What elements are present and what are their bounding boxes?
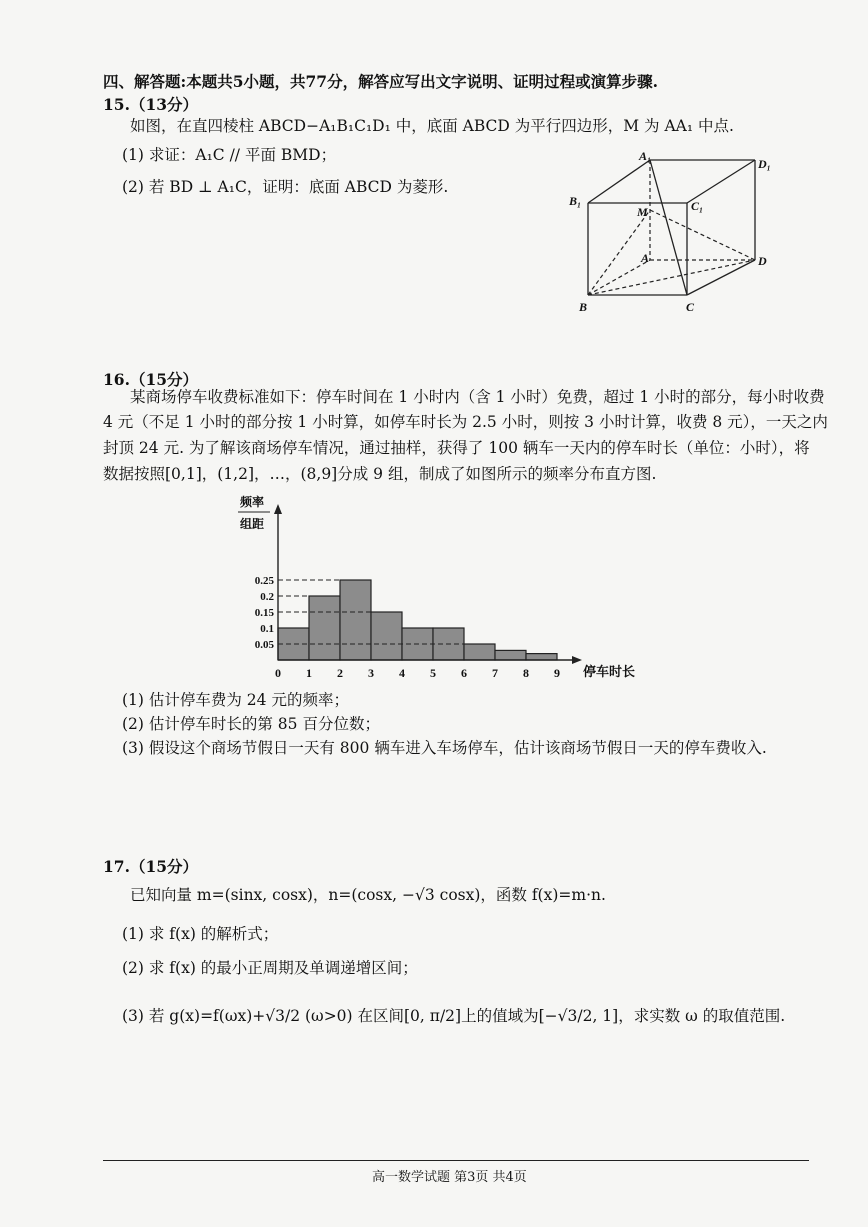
x-tick-label: 9 (554, 666, 560, 680)
q15-stem: 如图，在直四棱柱 ABCD−A₁B₁C₁D₁ 中，底面 ABCD 为平行四边形，M 为 AA₁ 中点. (130, 117, 734, 135)
q16-part1: (1) 估计停车费为 24 元的频率； (122, 691, 349, 709)
q17-part2: (2) 求 f(x) 的最小正周期及单调递增区间； (122, 959, 418, 977)
label-a: A (641, 251, 650, 265)
footer-rule (103, 1160, 809, 1161)
q16-number: 16.（15分） (103, 370, 199, 389)
x-tick-label: 1 (306, 666, 312, 680)
y-tick-label: 0.1 (260, 623, 274, 635)
q15-part2: (2) 若 BD ⊥ A₁C，证明：底面 ABCD 为菱形. (122, 178, 449, 196)
label-d1: D₁ (758, 157, 771, 171)
y-tick-label: 0.15 (254, 607, 274, 619)
y-tick-label: 0.25 (254, 575, 274, 587)
histogram-bar-2 (340, 580, 371, 660)
q17-part3: (3) 若 g(x)=f(ωx)+√3/2 (ω>0) 在区间[0, π/2]上的值域为[−√3/2, 1]，求实数 ω 的取值范围. (122, 1007, 786, 1025)
ylabel-bottom: 组距 (240, 517, 265, 531)
q17-stem: 已知向量 m=(sinx, cosx)，n=(cosx, −√3 cosx)，函数 f(x)=m·n. (130, 886, 606, 904)
x-tick-label: 2 (337, 666, 343, 680)
x-tick-label: 5 (430, 666, 436, 680)
x-tick-label: 4 (399, 666, 405, 680)
label-c1: C₁ (691, 199, 704, 213)
q16-part2: (2) 估计停车时长的第 85 百分位数； (122, 715, 380, 733)
q16-line1: 某商场停车收费标准如下：停车时间在 1 小时内（含 1 小时）免费，超过 1 小时的部分，每小时收费 (130, 388, 825, 406)
q16-line2: 4 元（不足 1 小时的部分按 1 小时算，如停车时长为 2.5 小时，则按 3 小时计算，收费 8 元），一天之内 (103, 413, 828, 431)
histogram-bar-3 (371, 612, 402, 660)
y-tick-label: 0.2 (260, 591, 274, 603)
x-tick-label: 8 (523, 666, 529, 680)
q16-line3: 封顶 24 元. 为了解该商场停车情况，通过抽样，获得了 100 辆车一天内的停车时长（单位：小时），将 (103, 439, 810, 457)
histogram-bar-1 (309, 596, 340, 660)
q16-part3: (3) 假设这个商场节假日一天有 800 辆车进入车场停车，估计该商场节假日一天的停车费收入. (122, 739, 767, 757)
label-d: D (758, 254, 767, 268)
xlabel: 停车时长 (583, 664, 636, 679)
label-b: B (579, 300, 588, 314)
y-axis-arrow (274, 504, 282, 514)
x-tick-label: 6 (461, 666, 467, 680)
label-b1: B₁ (569, 194, 582, 208)
q16-line4: 数据按照[0,1]，(1,2]，…，(8,9]分成 9 组，制成了如图所示的频率分布直方图. (103, 465, 657, 483)
page-footer: 高一数学试题 第3页 共4页 (372, 1170, 527, 1185)
q15-part1: (1) 求证：A₁C // 平面 BMD； (122, 146, 337, 164)
histogram-bar-7 (495, 650, 526, 660)
q17-number: 17.（15分） (103, 857, 199, 876)
label-c: C (686, 300, 695, 314)
x-tick-label: 3 (368, 666, 374, 680)
x-tick-label: 0 (275, 666, 281, 680)
label-a1: A₁ (639, 149, 652, 163)
prism-figure (565, 148, 785, 318)
q15-number: 15.（13分） (103, 95, 199, 114)
section-header: 四、解答题:本题共5小题，共77分，解答应写出文字说明、证明过程或演算步骤. (103, 72, 658, 91)
x-axis-arrow (572, 656, 582, 664)
ylabel-top: 频率 (240, 495, 265, 509)
y-tick-label: 0.05 (254, 639, 274, 651)
histogram-bar-6 (464, 644, 495, 660)
x-tick-label: 7 (492, 666, 498, 680)
frequency-histogram (228, 488, 668, 688)
label-m: M (637, 205, 648, 219)
histogram-bar-8 (526, 654, 557, 660)
q17-part1: (1) 求 f(x) 的解析式； (122, 925, 279, 943)
